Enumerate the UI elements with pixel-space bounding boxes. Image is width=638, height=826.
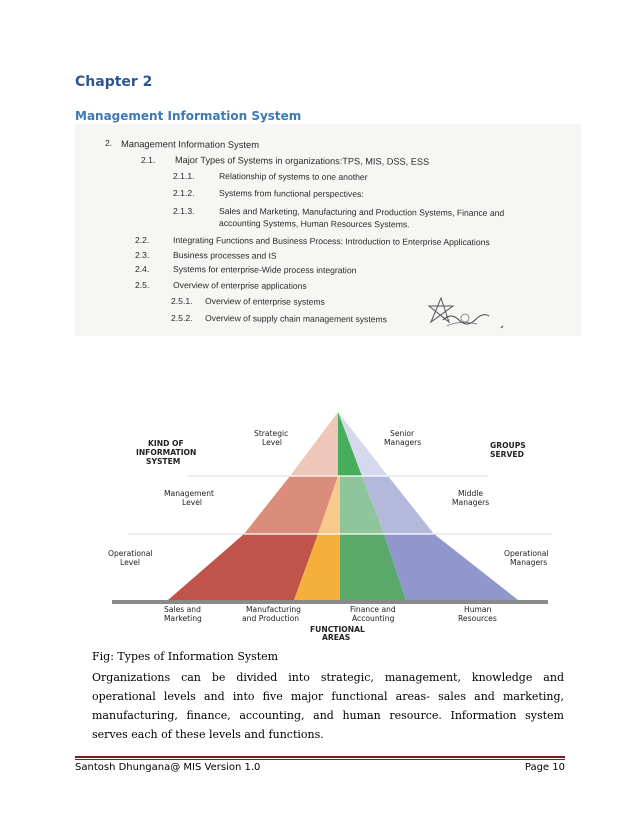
toc-num: 2.2. bbox=[135, 235, 150, 245]
function-hr-label: Human bbox=[464, 605, 492, 614]
page-number: Page 10 bbox=[524, 762, 565, 773]
middle-managers-label: Middle bbox=[458, 489, 484, 498]
toc-item: Relationship of systems to one another bbox=[218, 171, 368, 183]
toc-item: Business processes and IS bbox=[172, 250, 277, 261]
senior-managers-label: Senior bbox=[390, 429, 415, 438]
function-hr-label: Resources bbox=[458, 614, 497, 623]
syllabus-scan bbox=[75, 124, 581, 336]
information-system-pyramid bbox=[108, 404, 572, 644]
function-sales-label: Sales and bbox=[164, 605, 201, 614]
toc-item: accounting Systems, Human Resources Systems. bbox=[218, 218, 410, 230]
operational-managers-label: Managers bbox=[510, 558, 548, 567]
operational-managers-label: Operational bbox=[504, 549, 549, 558]
toc-num: 2.1.3. bbox=[173, 206, 195, 216]
function-finance-label: Finance and bbox=[350, 605, 396, 614]
toc-item: Integrating Functions and Business Process: Introduction to Enterprise Applications bbox=[172, 235, 490, 248]
operational-level-label: Operational bbox=[108, 549, 153, 558]
function-finance-label: Accounting bbox=[352, 614, 395, 623]
functional-areas-heading: AREAS bbox=[322, 633, 351, 642]
groups-served-heading: GROUPS bbox=[490, 441, 526, 450]
toc-item: Overview of enterprise applications bbox=[172, 280, 307, 291]
toc-num: 2.4. bbox=[135, 264, 150, 274]
toc-item: Systems for enterprise-Wide process integration bbox=[172, 264, 357, 276]
function-manufacturing-label: and Production bbox=[242, 614, 300, 623]
figure-caption: Fig: Types of Information System bbox=[92, 650, 279, 663]
toc-heading: Management Information System bbox=[120, 138, 260, 150]
toc-num: 2.5. bbox=[135, 280, 150, 290]
pyramid-low-hr bbox=[384, 534, 518, 600]
kind-of-system-heading: INFORMATION bbox=[136, 448, 197, 457]
body-paragraph: Organizations can be divided into strategic, management, knowledge and operational levels and into five major functional areas- sales and marketing, manufacturing, finance, accounting, and human resource. Information system serves each of these levels and functions. bbox=[92, 671, 564, 741]
chapter-title: Chapter 2 bbox=[75, 74, 153, 90]
groups-served-heading: SERVED bbox=[490, 450, 524, 459]
strategic-level-label: Level bbox=[262, 438, 283, 447]
toc-item: Major Types of Systems in organizations:TPS, MIS, DSS, ESS bbox=[174, 155, 430, 167]
footer-rule bbox=[75, 759, 565, 760]
kind-of-system-heading: SYSTEM bbox=[146, 457, 181, 466]
function-manufacturing-label: Manufacturing bbox=[246, 605, 301, 614]
toc-num: 2.1.1. bbox=[173, 171, 195, 181]
strategic-level-label: Strategic bbox=[254, 429, 289, 438]
toc-num: 2.1. bbox=[141, 155, 156, 165]
senior-managers-label: Managers bbox=[384, 438, 422, 447]
toc-num: 2.1.2. bbox=[173, 188, 195, 198]
section-title: Management Information System bbox=[75, 109, 302, 123]
pyramid-base bbox=[112, 600, 548, 604]
kind-of-system-heading: KIND OF bbox=[148, 439, 184, 448]
footer-rule bbox=[75, 756, 565, 758]
middle-managers-label: Managers bbox=[452, 498, 490, 507]
management-level-label: Level bbox=[182, 498, 203, 507]
operational-level-label: Level bbox=[120, 558, 141, 567]
function-sales-label: Marketing bbox=[164, 614, 202, 623]
toc-num: 2.5.2. bbox=[171, 313, 193, 323]
toc-heading-num: 2. bbox=[105, 138, 113, 148]
footer-author: Santosh Dhungana@ MIS Version 1.0 bbox=[75, 762, 261, 773]
toc-item: Overview of enterprise systems bbox=[204, 296, 325, 307]
signature-stamp bbox=[425, 292, 505, 332]
pyramid-top-sales bbox=[290, 412, 338, 476]
toc-item: Sales and Marketing, Manufacturing and Production Systems, Finance and bbox=[218, 206, 505, 218]
pyramid-low-sales bbox=[168, 534, 318, 600]
toc-item: Overview of supply chain management systems bbox=[204, 313, 388, 325]
management-level-label: Management bbox=[164, 489, 215, 498]
functional-areas-heading: FUNCTIONAL bbox=[310, 625, 365, 634]
toc-item: Systems from functional perspectives: bbox=[218, 188, 364, 200]
toc-num: 2.3. bbox=[135, 250, 150, 260]
toc-num: 2.5.1. bbox=[171, 296, 193, 306]
